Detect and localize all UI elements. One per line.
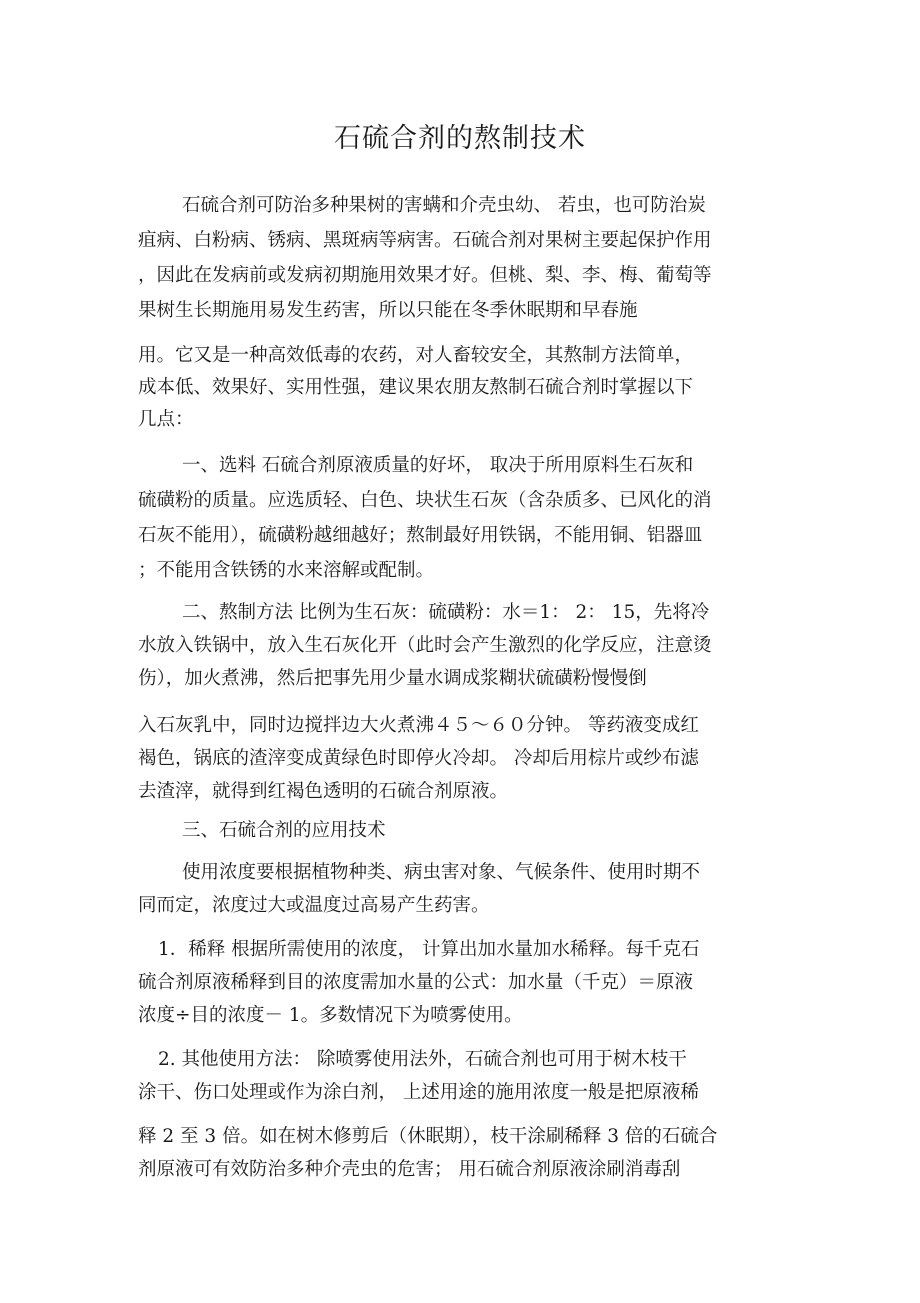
text-line: 二、熬制方法 比例为生石灰：硫磺粉：水＝1： 2： 15，先将冷 bbox=[182, 602, 710, 623]
text-line: 石硫合剂可防治多种果树的害螨和介壳虫幼、 若虫，也可防治炭 bbox=[182, 195, 706, 216]
text-line: 果树生长期施用易发生药害，所以只能在冬季休眠期和早春施 bbox=[138, 300, 638, 321]
text-line: 疽病、白粉病、锈病、黑斑病等病害。石硫合剂对果树主要起保护作用 bbox=[138, 230, 712, 251]
text-line: 水放入铁锅中，放入生石灰化开（此时会产生激烈的化学反应，注意烫 bbox=[138, 635, 712, 656]
text-line: 同而定，浓度过大或温度过高易产生药害。 bbox=[138, 895, 490, 916]
text-line: 硫合剂原液稀释到目的浓度需加水量的公式：加水量（千克）＝原液 bbox=[138, 972, 694, 993]
text-line: 使用浓度要根据植物种类、病虫害对象、气候条件、使用时期不 bbox=[182, 862, 701, 883]
document-title: 石硫合剂的熬制技术 bbox=[334, 123, 586, 154]
text-line: 1．稀释 根据所需使用的浓度， 计算出加水量加水稀释。每千克石 bbox=[158, 939, 700, 960]
text-line: 去渣滓，就得到红褐色透明的石硫合剂原液。 bbox=[138, 781, 509, 802]
text-line: 一、选料 石硫合剂原液质量的好坏， 取决于所用原料生石灰和 bbox=[182, 455, 694, 476]
text-line: ，因此在发病前或发病初期施用效果才好。但桃、梨、李、梅、葡萄等 bbox=[138, 265, 712, 286]
text-line: 三、石硫合剂的应用技术 bbox=[182, 820, 386, 841]
text-line: 释 2 至 3 倍。如在树木修剪后（休眠期），枝干涂刷稀释 3 倍的石硫合 bbox=[138, 1126, 718, 1147]
text-line: 涂干、伤口处理或作为涂白剂， 上述用途的施用浓度一般是把原液稀 bbox=[138, 1082, 699, 1103]
text-line: 硫磺粉的质量。应选质轻、白色、块状生石灰（含杂质多、已风化的消 bbox=[138, 490, 712, 511]
text-line: 褐色，锅底的渣滓变成黄绿色时即停火冷却。 冷却后用棕片或纱布滤 bbox=[138, 748, 699, 769]
text-line: 用。它又是一种高效低毒的农药，对人畜较安全，其熬制方法简单， bbox=[138, 345, 694, 366]
text-line: 2. 其他使用方法： 除喷雾使用法外，石硫合剂也可用于树木枝干 bbox=[158, 1049, 687, 1070]
text-line: ；不能用含铁锈的水来溶解或配制。 bbox=[138, 560, 435, 581]
text-line: 成本低、效果好、实用性强，建议果农朋友熬制石硫合剂时掌握以下 bbox=[138, 377, 694, 398]
text-line: 剂原液可有效防治多种介壳虫的危害； 用石硫合剂原液涂刷消毒刮 bbox=[138, 1159, 681, 1180]
text-line: 几点： bbox=[138, 409, 194, 430]
text-line: 浓度÷目的浓度－ 1。多数情况下为喷雾使用。 bbox=[138, 1005, 523, 1026]
text-line: 石灰不能用），硫磺粉越细越好；熬制最好用铁锅，不能用铜、铝器皿 bbox=[138, 525, 703, 546]
text-line: 入石灰乳中，同时边搅拌边大火煮沸４５～６０分钟。 等药液变成红 bbox=[138, 715, 699, 736]
text-line: 伤），加火煮沸，然后把事先用少量水调成浆糊状硫磺粉慢慢倒 bbox=[138, 668, 647, 689]
